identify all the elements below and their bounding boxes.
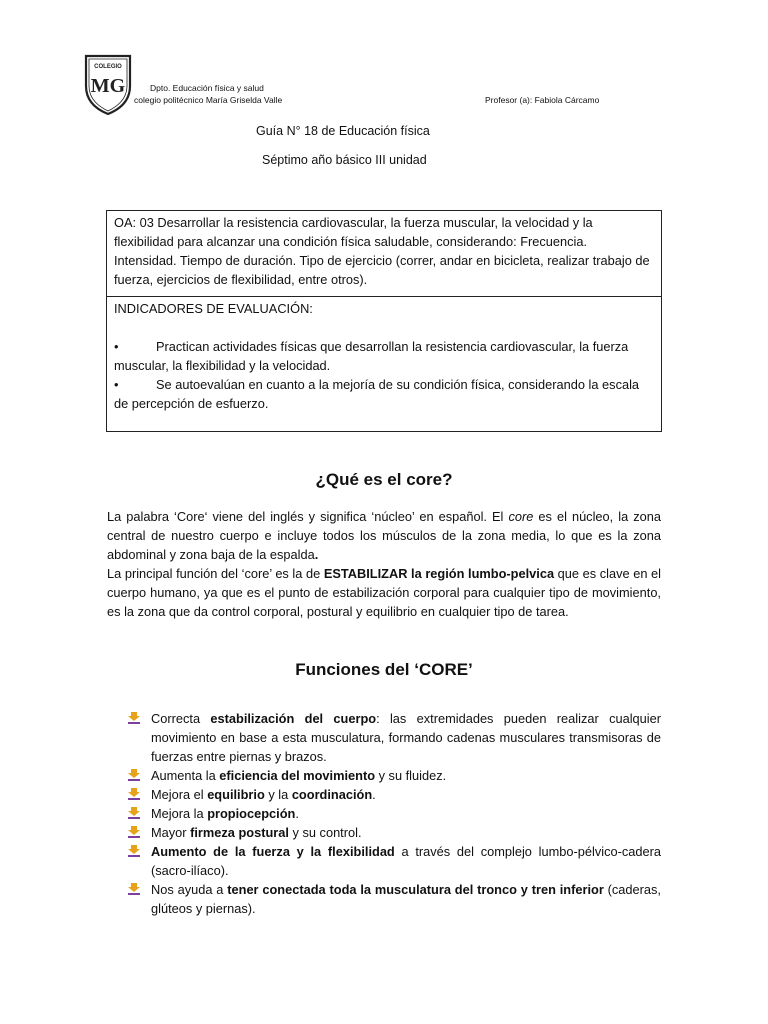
indicator-item	[114, 337, 653, 375]
functions-list	[128, 709, 661, 918]
text-run: y su fluidez.	[375, 768, 447, 783]
indicators-cell	[107, 297, 661, 431]
indicator-item	[114, 375, 653, 413]
oa-cell: OA: 03 Desarrollar la resistencia cardiovascular, la fuerza muscular, la velocidad y la flexibilidad para alcanzar una condición física saludable, considerando: Frecuencia. Intensidad. Tiempo de duración. Tipo de ejercicio (correr, andar en bicicleta, realizar trabajo de fuerza, ejercicios de flexibilidad, entre otros).	[107, 211, 661, 297]
text-run-bold: equilibrio	[207, 787, 265, 802]
text-run: Mayor	[151, 825, 191, 840]
text-run: : las extremidades pueden realizar cualquier movimiento en base a esta musculatura, formando cadenas musculares transmisoras de fuerzas entre piernas y brazos.	[151, 711, 661, 764]
text-run: Mejora la	[151, 806, 208, 821]
grade-title: Séptimo año básico III unidad	[262, 153, 427, 167]
text-run: Nos ayuda a	[151, 882, 228, 897]
text-run: La principal función del ‘core’ es la de	[107, 566, 324, 581]
text-run: es el núcleo, la zona central de nuestro cuerpo e incluye todos los músculos de la zona media, lo que es la zona abdominal y zona baja de la espalda	[107, 509, 661, 562]
list-item	[128, 709, 661, 766]
text-run-bold: estabilización del cuerpo	[210, 711, 377, 726]
text-run: Correcta	[151, 711, 211, 726]
text-run: Aumenta la	[151, 768, 220, 783]
list-item	[128, 842, 661, 880]
indicators-title: INDICADORES DE EVALUACIÓN:	[114, 301, 313, 316]
text-run: .	[295, 806, 299, 821]
bullet-marker: •	[114, 339, 119, 354]
arrow-bullet-icon	[128, 788, 142, 800]
arrow-bullet-icon	[128, 845, 142, 857]
bullet-marker: •	[114, 377, 119, 392]
arrow-bullet-icon	[128, 826, 142, 838]
indicator-text: Se autoevalúan en cuanto a la mejoría de su condición física, considerando la escala de percepción de esfuerzo.	[114, 377, 640, 411]
text-run: Mejora el	[151, 787, 208, 802]
text-run-bold: propiocepción	[207, 806, 296, 821]
text-run-bold: .	[314, 547, 319, 562]
core-paragraph-2	[107, 564, 661, 621]
objectives-table	[106, 210, 662, 432]
list-item	[128, 804, 661, 823]
text-run-bold: tener conectada toda la musculatura del tronco y tren inferior	[227, 882, 604, 897]
text-run: (caderas, glúteos y piernas).	[151, 882, 661, 916]
indicator-text: Practican actividades físicas que desarrollan la resistencia cardiovascular, la fuerza muscular, la flexibilidad y la velocidad.	[114, 339, 629, 373]
school-crest-logo	[82, 52, 134, 116]
arrow-bullet-icon	[128, 883, 142, 895]
list-item	[128, 880, 661, 918]
core-heading: ¿Qué es el core?	[315, 470, 453, 489]
text-run: .	[372, 787, 376, 802]
text-run-bold: ESTABILIZAR la región lumbo-pelvica	[323, 566, 555, 581]
list-item	[128, 766, 661, 785]
list-item	[128, 823, 661, 842]
functions-heading: Funciones del ‘CORE’	[295, 660, 473, 679]
text-run: La palabra ‘Core‘ viene del inglés y significa ‘núcleo’ en español. El	[107, 509, 509, 524]
arrow-bullet-icon	[128, 807, 142, 819]
text-run-bold: eficiencia del movimiento	[219, 768, 376, 783]
core-paragraph-1	[107, 507, 661, 564]
teacher-label: Profesor (a): Fabiola Cárcamo	[485, 95, 600, 105]
department-label: Dpto. Educación física y salud	[150, 83, 264, 93]
text-run-bold: Aumento de la fuerza y la flexibilidad	[151, 844, 395, 859]
text-run-italic: core	[508, 509, 534, 524]
logo-monogram: MG	[90, 75, 126, 97]
arrow-bullet-icon	[128, 769, 142, 781]
guide-title: Guía N° 18 de Educación física	[256, 124, 430, 138]
text-run: y su control.	[288, 825, 362, 840]
text-run-bold: firmeza postural	[190, 825, 289, 840]
text-run: que es clave en el cuerpo humano, ya que es el punto de estabilización corporal para cualquier tipo de movimiento, es la zona que da control corporal, postural y equilibrio en cualquier tipo de tarea.	[107, 566, 661, 619]
arrow-bullet-icon	[128, 712, 142, 724]
school-name: colegio politécnico María Griselda Valle	[134, 95, 283, 105]
text-run: y la	[264, 787, 292, 802]
text-run-bold: coordinación	[291, 787, 373, 802]
text-run: a través del complejo lumbo-pélvico-cadera (sacro-ilíaco).	[151, 844, 661, 878]
logo-text: COLEGIO	[94, 64, 122, 70]
list-item	[128, 785, 661, 804]
